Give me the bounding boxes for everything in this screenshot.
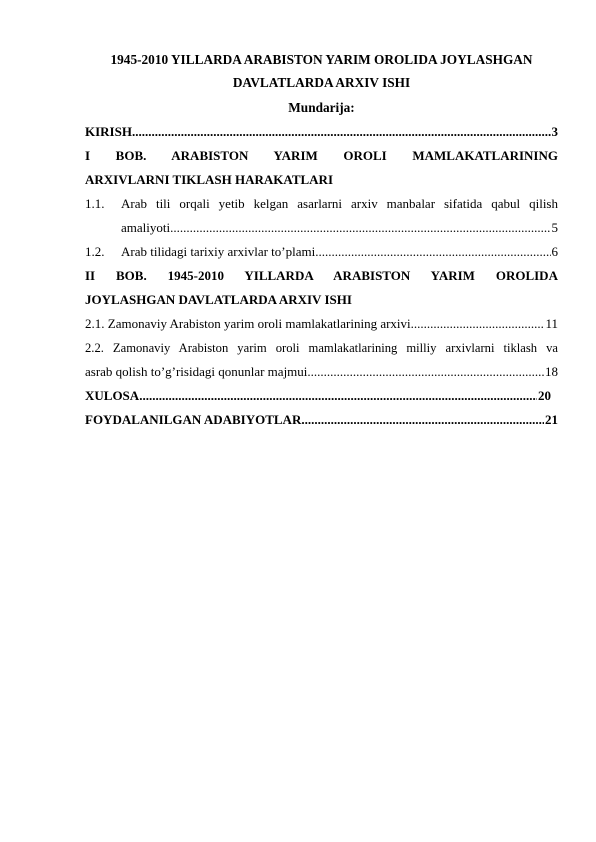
- toc-leader-dots: [301, 408, 544, 432]
- toc-word: OROLIDA: [495, 268, 558, 283]
- toc-entry-1-1-continuation: [85, 216, 558, 240]
- document-title: 1945-2010 YILLARDA ARABISTON YARIM OROLIDA JOYLASHGAN: [110, 52, 533, 67]
- toc-word: ARABISTON: [333, 268, 411, 283]
- document-subtitle: DAVLATLARDA ARXIV ISHI: [232, 75, 411, 90]
- toc-section-number: 1.2.: [85, 244, 105, 259]
- toc-label: ARXIVLARNI TIKLASH HARAKATLARI: [85, 172, 334, 187]
- toc-entry-xulosa[interactable]: [85, 384, 551, 408]
- contents-heading: Mundarija:: [288, 100, 355, 115]
- toc-leader-dots: [139, 384, 537, 408]
- toc-entry-1-1[interactable]: [85, 192, 558, 216]
- toc-leader-dots: [307, 360, 544, 384]
- toc-word: II: [85, 268, 96, 283]
- toc-word: YARIM: [430, 268, 475, 283]
- toc-leader-dots: [411, 312, 545, 336]
- toc-word: YILLARDA: [244, 268, 313, 283]
- toc-entry-2-2-continuation: [85, 360, 558, 384]
- toc-word: BOB.: [115, 148, 147, 163]
- toc-label: amaliyoti: [121, 220, 171, 235]
- toc-entry-chapter-1[interactable]: [85, 144, 558, 168]
- toc-leader-dots: [132, 120, 551, 144]
- toc-page-number: 21: [545, 412, 558, 427]
- toc-word: MAMLAKATLARINING: [412, 148, 558, 163]
- toc-leader-dots: [315, 240, 550, 264]
- toc-label: asrab qolish to’g’risidagi qonunlar majmui: [85, 364, 308, 379]
- toc-page-number: 6: [551, 244, 558, 259]
- toc-entry-chapter-2[interactable]: [85, 264, 558, 288]
- toc-label: Arab tili orqali yetib kelgan asarlarni arxiv manbalar sifatida qabul qilish: [121, 196, 558, 211]
- toc-label: 2.1. Zamonaviy Arabiston yarim oroli mamlakatlarining arxivi: [85, 316, 411, 331]
- toc-label: Arab tilidagi tarixiy arxivlar to’plami: [121, 244, 316, 259]
- toc-chapter-1-continuation: [85, 168, 558, 192]
- toc-chapter-2-continuation: [85, 288, 558, 312]
- toc-entry-2-2[interactable]: [85, 336, 558, 360]
- toc-section-number: 1.1.: [85, 196, 105, 211]
- toc-label: 2.2. Zamonaviy Arabiston yarim oroli mamlakatlarining milliy arxivlarni tiklash va: [85, 341, 558, 355]
- toc-entry-kirish[interactable]: [85, 120, 558, 144]
- toc-page-number: 3: [551, 124, 558, 139]
- toc-label: JOYLASHGAN DAVLATLARDA ARXIV ISHI: [85, 292, 352, 307]
- toc-page-number: 5: [551, 220, 558, 235]
- table-of-contents: [85, 120, 558, 432]
- toc-page-number: 11: [545, 316, 558, 331]
- toc-page-number: 18: [545, 364, 558, 379]
- toc-label: FOYDALANILGAN ADABIYOTLAR: [85, 412, 302, 427]
- toc-word: YARIM: [273, 148, 318, 163]
- toc-entry-2-1[interactable]: [85, 312, 558, 336]
- toc-leader-dots: [170, 216, 550, 240]
- toc-word: ARABISTON: [171, 148, 249, 163]
- toc-word: 1945-2010: [167, 268, 224, 283]
- toc-entry-adabiyotlar[interactable]: [85, 408, 558, 432]
- toc-label: XULOSA: [85, 388, 140, 403]
- toc-entry-1-2[interactable]: [85, 240, 558, 264]
- toc-label: KIRISH: [85, 124, 132, 139]
- toc-page-number: 20: [538, 388, 551, 403]
- toc-word: BOB.: [116, 268, 147, 283]
- toc-word: OROLI: [343, 148, 387, 163]
- toc-word: I: [85, 148, 91, 163]
